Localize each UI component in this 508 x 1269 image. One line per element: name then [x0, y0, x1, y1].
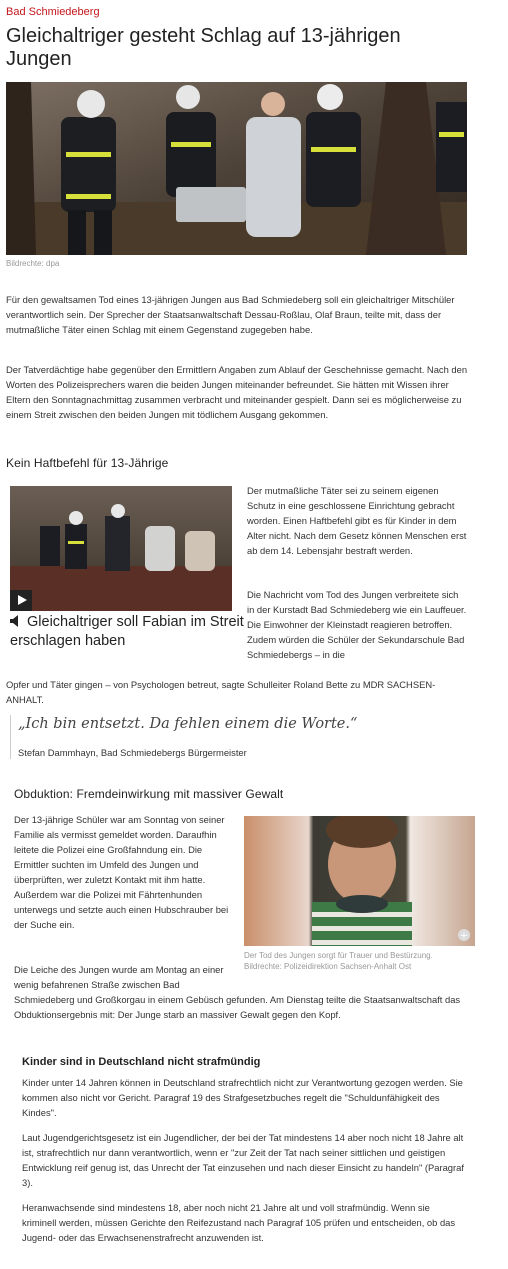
video-caption[interactable]	[10, 613, 246, 651]
hero-image-credit: Bildrechte: dpa	[6, 259, 60, 268]
section-heading-obduktion: Obduktion: Fremdeinwirkung mit massiver Gewalt	[14, 787, 284, 801]
play-button[interactable]	[10, 590, 32, 611]
video-caption-text: Gleichaltriger soll Fabian im Streit erschlagen haben	[10, 614, 244, 649]
photo-credit: Bildrechte: Polizeidirektion Sachsen-Anhalt Ost	[244, 962, 412, 971]
quote-text: „Ich bin entsetzt. Da fehlen einem die Worte.“	[18, 716, 358, 732]
section2-paragraph-1: Der 13-jährige Schüler war am Sonntag von seiner Familie als vermisst gemeldet worden. Daraufhin leitete die Polizei eine Großfahndung ein. Die Ermittler suchten im Umfeld des Jungen und überprüften, wer zuletzt Kontakt mit ihm hatte. Außerdem war die Polizei mit Fährtenhunden unterwegs und setzte auch einen Hubschrauber bei der Suche ein.	[14, 814, 229, 930]
victim-photo[interactable]	[244, 816, 475, 946]
speaker-icon	[10, 615, 21, 627]
section1-paragraph-2: Die Nachricht vom Tod des Jungen verbreitete sich in der Kurstadt Bad Schmiedeberg wie ein Lauffeuer. Die Einwohner der Kleinstadt reagieren betroffen. Zudem würden die Schüler der Sekundarschule Bad Schmiedebergs – in die	[247, 589, 467, 660]
infobox-paragraph-2: Laut Jugendgerichtsgesetz ist ein Jugendlicher, der bei der Tat mindestens 14 aber noch nicht 18 Jahre alt ist, strafrechtlich nur dann verantwortlich, wenn er "zur Zeit der Tat nach seiner sittlichen und geistigen Entwicklung reif genug ist, das Unrecht der Tat einzusehen und nach dieser Einsicht zu handeln" (Paragraf 3).	[22, 1132, 464, 1188]
page-title: Gleichaltriger gesteht Schlag auf 13-jährigen Jungen	[6, 25, 401, 70]
victim-photo-caption	[244, 950, 475, 972]
hero-image[interactable]	[6, 82, 467, 255]
kicker[interactable]: Bad Schmiedeberg	[6, 6, 100, 18]
section1-paragraph-1: Der mutmaßliche Täter sei zu seinem eigenen Schutz in eine geschlossene Einrichtung gebracht worden. Einen Haftbefehl gibt es für Kinder in dem Alter nicht. Nach dem Gesetz können Menschen erst ab dem 14. Lebensjahr bestraft werden.	[247, 485, 467, 556]
video-teaser[interactable]	[10, 486, 232, 611]
quote-author: Stefan Dammhayn, Bad Schmiedebergs Bürgermeister	[18, 747, 247, 758]
play-icon	[18, 595, 27, 605]
intro-paragraph-1: Für den gewaltsamen Tod eines 13-jährigen Jungen aus Bad Schmiedeberg soll ein gleichaltriger Mitschüler verantwortlich sein. Der Sprecher der Staatsanwaltschaft Dessau-Roßlau, Olaf Braun, teilte mit, dass der mutmaßliche Täter einen Schlag mit einem Gegenstand zugegeben habe.	[6, 294, 455, 335]
intro-paragraph-2: Der Tatverdächtige habe gegenüber den Ermittlern Angaben zum Ablauf der Geschehnisse gemacht. Nach den Worten des Polizeisprechers waren die beiden Jungen miteinander befreundet. Sie hätten mit Wissen ihrer Eltern den Sonntagnachmittag zusammen verbracht und miteinander gespielt. Dann sei es möglicherweise zu einem Streit zwischen den beiden Jungen mit tödlichem Ausgang gekommen.	[6, 364, 468, 420]
svg-text:+: +	[459, 930, 469, 942]
quote-bar	[10, 715, 11, 759]
photo-caption-text: Der Tod des Jungen sorgt für Trauer und Bestürzung.	[244, 951, 433, 960]
infobox-paragraph-1: Kinder unter 14 Jahren können in Deutschland strafrechtlich nicht zur Verantwortung gezogen werden. Sie kommen also nicht vor Gericht. Paragraf 19 des Strafgesetzbuches regelt die "Schuldunfähigkeit des Kindes".	[22, 1077, 463, 1118]
section2-paragraph-2-cont: Schmiedeberg und Großkorgau in einem Gebüsch gefunden. Am Dienstag teilte die Staatsanwaltschaft das Obduktionsergebnis mit: Der Junge starb an massiver Gewalt gegen den Kopf.	[14, 994, 461, 1020]
section-heading-haftbefehl: Kein Haftbefehl für 13-Jährige	[6, 456, 169, 470]
section1-paragraph-2-cont: Opfer und Täter gingen – von Psychologen betreut, sagte Schulleiter Roland Bette zu MDR SACHSEN-ANHALT.	[6, 679, 436, 705]
infobox-heading: Kinder sind in Deutschland nicht strafmündig	[22, 1056, 261, 1068]
section2-paragraph-2: Die Leiche des Jungen wurde am Montag an einer wenig befahrenen Straße zwischen Bad	[14, 964, 224, 990]
infobox-paragraph-3: Heranwachsende sind mindestens 18, aber noch nicht 21 Jahre alt und voll strafmündig. Wenn sie kriminell werden, müssen Gerichte den Reifezustand nach Paragraf 105 prüfen und entscheiden, ob das Jugend- oder das Erwachsenenstrafrecht anzuwenden ist.	[22, 1202, 456, 1243]
